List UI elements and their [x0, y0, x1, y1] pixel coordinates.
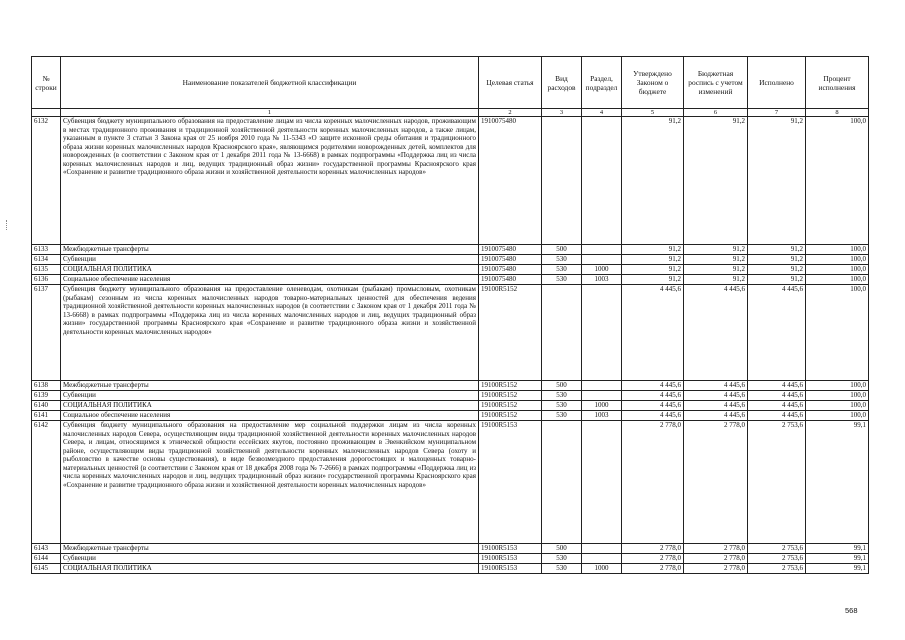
row-done: 4 445,6 [748, 411, 806, 421]
row-percent: 100,0 [806, 117, 869, 245]
row-approved: 2 778,0 [622, 564, 684, 574]
row-expense-kind: 500 [542, 544, 582, 554]
header-section: Раздел, подраздел [582, 57, 622, 109]
row-expense-kind [542, 285, 582, 381]
table-row [32, 285, 869, 381]
row-done: 2 753,6 [748, 564, 806, 574]
row-number: 6138 [32, 381, 61, 391]
row-done: 4 445,6 [748, 381, 806, 391]
row-section [582, 391, 622, 401]
row-section [582, 554, 622, 564]
page-number: 568 [845, 606, 858, 615]
row-name: Субвенция бюджету муниципального образования на предоставление лицам из числа коренных малочисленных народов, проживающим в местах традиционного проживания и традиционной хозяйственной деятельности коренных малочисленных народов, а также лицам, указанным в пункте 3 статьи 3 Закона края от 25 ноября 2010 года № 11-5343 «О защите исконной среды обитания и традиционного образа жизни коренных малочисленных народов Красноярского края», являющимся родителями новорожденных детей, комплектов для новорожденных (в соответствии с Законом края от 1 декабря 2011 года № 13-6668) в рамках подпрограммы «Поддержка лиц из числа коренных малочисленных народов и лиц, ведущих традиционный образ жизни» государственной программы Красноярского края «Сохранение и развитие традиционного образа жизни и хозяйственной деятельности коренных малочисленных народов» [61, 117, 479, 245]
row-target-article: 19100R5153 [479, 554, 542, 564]
table-row [32, 255, 869, 265]
row-approved: 4 445,6 [622, 285, 684, 381]
row-expense-kind: 500 [542, 381, 582, 391]
row-section [582, 285, 622, 381]
row-approved: 2 778,0 [622, 421, 684, 544]
row-target-article: 19100R5152 [479, 285, 542, 381]
row-percent: 100,0 [806, 401, 869, 411]
header-row [32, 57, 869, 109]
table-row [32, 245, 869, 255]
row-name: Субвенция бюджету муниципального образования на предоставление оленеводам, охотникам (рыбакам) промысловым, охотникам (рыбакам) сезонным из числа коренных малочисленных народов товарно-материальных ценностей для обеспечения ведения традиционной хозяйственной деятельности коренных малочисленных народов (в соответствии с Законом края от 1 декабря 2011 года № 13-6668) в рамках подпрограммы «Поддержка лиц из числа коренных малочисленных народов и лиц, ведущих традиционный образ жизни» государственной программы Красноярского края «Сохранение и развитие традиционного образа жизни и хозяйственной деятельности коренных малочисленных народов» [61, 285, 479, 381]
row-budget: 4 445,6 [684, 401, 748, 411]
row-budget: 91,2 [684, 275, 748, 285]
row-name: СОЦИАЛЬНАЯ ПОЛИТИКА [61, 265, 479, 275]
row-percent: 100,0 [806, 255, 869, 265]
row-section: 1000 [582, 265, 622, 275]
row-budget: 2 778,0 [684, 564, 748, 574]
header-target: Целевая статья [479, 57, 542, 109]
row-number: 6144 [32, 554, 61, 564]
row-target-article: 1910075480 [479, 265, 542, 275]
column-number: 2 [479, 109, 542, 117]
row-expense-kind: 530 [542, 265, 582, 275]
table-row [32, 391, 869, 401]
column-number: 3 [542, 109, 582, 117]
row-target-article: 19100R5152 [479, 401, 542, 411]
header-approved: Утверждено Законом о бюджете [622, 57, 684, 109]
row-approved: 91,2 [622, 275, 684, 285]
column-number: 8 [806, 109, 869, 117]
table-row [32, 381, 869, 391]
row-done: 4 445,6 [748, 391, 806, 401]
row-section [582, 255, 622, 265]
row-section [582, 117, 622, 245]
row-number: 6139 [32, 391, 61, 401]
column-number: 4 [582, 109, 622, 117]
row-number: 6135 [32, 265, 61, 275]
row-number: 6141 [32, 411, 61, 421]
row-name: Социальное обеспечение населения [61, 275, 479, 285]
row-target-article: 1910075480 [479, 275, 542, 285]
table-row [32, 564, 869, 574]
row-expense-kind [542, 421, 582, 544]
row-approved: 91,2 [622, 117, 684, 245]
row-budget: 91,2 [684, 245, 748, 255]
header-kind: Вид расходов [542, 57, 582, 109]
margin-mark [6, 220, 8, 230]
row-name: Межбюджетные трансферты [61, 245, 479, 255]
row-target-article: 19100R5152 [479, 411, 542, 421]
table-row [32, 421, 869, 544]
table-row [32, 544, 869, 554]
row-budget: 2 778,0 [684, 554, 748, 564]
row-done: 91,2 [748, 265, 806, 275]
row-number: 6140 [32, 401, 61, 411]
row-number: 6134 [32, 255, 61, 265]
row-percent: 100,0 [806, 411, 869, 421]
column-number: 6 [684, 109, 748, 117]
row-expense-kind: 530 [542, 564, 582, 574]
row-name: Социальное обеспечение населения [61, 411, 479, 421]
table-row [32, 275, 869, 285]
row-percent: 99,1 [806, 421, 869, 544]
row-expense-kind: 530 [542, 275, 582, 285]
header-percent: Процент исполнения [806, 57, 869, 109]
row-approved: 91,2 [622, 245, 684, 255]
row-expense-kind: 530 [542, 411, 582, 421]
header-row-number: № строки [32, 57, 61, 109]
row-section [582, 544, 622, 554]
row-budget: 4 445,6 [684, 381, 748, 391]
header-name: Наименование показателей бюджетной классификации [61, 57, 479, 109]
row-expense-kind: 530 [542, 401, 582, 411]
header-budget: Бюджетная роспись с учетом изменений [684, 57, 748, 109]
row-target-article: 1910075480 [479, 255, 542, 265]
table-row [32, 401, 869, 411]
row-percent: 100,0 [806, 265, 869, 275]
row-section: 1003 [582, 411, 622, 421]
row-percent: 100,0 [806, 381, 869, 391]
row-target-article: 19100R5153 [479, 564, 542, 574]
row-target-article: 19100R5152 [479, 391, 542, 401]
row-name: СОЦИАЛЬНАЯ ПОЛИТИКА [61, 564, 479, 574]
row-approved: 91,2 [622, 265, 684, 275]
row-expense-kind: 530 [542, 391, 582, 401]
row-target-article: 19100R5153 [479, 421, 542, 544]
row-number: 6136 [32, 275, 61, 285]
column-number: 5 [622, 109, 684, 117]
row-name: Субвенции [61, 255, 479, 265]
row-budget: 4 445,6 [684, 411, 748, 421]
row-section [582, 381, 622, 391]
row-budget: 4 445,6 [684, 391, 748, 401]
row-percent: 99,1 [806, 544, 869, 554]
row-done: 91,2 [748, 117, 806, 245]
budget-table [31, 56, 869, 574]
row-done: 91,2 [748, 255, 806, 265]
row-done: 4 445,6 [748, 401, 806, 411]
row-budget: 4 445,6 [684, 285, 748, 381]
row-section: 1003 [582, 275, 622, 285]
row-section: 1000 [582, 401, 622, 411]
row-expense-kind: 530 [542, 255, 582, 265]
row-percent: 100,0 [806, 285, 869, 381]
column-number-blank [32, 109, 61, 117]
row-budget: 2 778,0 [684, 421, 748, 544]
row-done: 91,2 [748, 275, 806, 285]
row-percent: 100,0 [806, 391, 869, 401]
row-percent: 100,0 [806, 275, 869, 285]
table-body [32, 117, 869, 574]
row-number: 6142 [32, 421, 61, 544]
row-name: Субвенции [61, 554, 479, 564]
table-row [32, 265, 869, 275]
row-number: 6132 [32, 117, 61, 245]
row-approved: 4 445,6 [622, 411, 684, 421]
row-number: 6137 [32, 285, 61, 381]
row-percent: 99,1 [806, 564, 869, 574]
row-approved: 2 778,0 [622, 544, 684, 554]
row-budget: 91,2 [684, 117, 748, 245]
row-approved: 4 445,6 [622, 391, 684, 401]
column-number: 7 [748, 109, 806, 117]
table-row [32, 554, 869, 564]
row-budget: 2 778,0 [684, 544, 748, 554]
row-budget: 91,2 [684, 255, 748, 265]
row-target-article: 19100R5152 [479, 381, 542, 391]
row-expense-kind: 500 [542, 245, 582, 255]
row-number: 6145 [32, 564, 61, 574]
row-section [582, 245, 622, 255]
row-name: Межбюджетные трансферты [61, 381, 479, 391]
row-done: 2 753,6 [748, 554, 806, 564]
row-budget: 91,2 [684, 265, 748, 275]
row-percent: 100,0 [806, 245, 869, 255]
column-number-row [32, 109, 869, 117]
column-number: 1 [61, 109, 479, 117]
row-expense-kind [542, 117, 582, 245]
row-expense-kind: 530 [542, 554, 582, 564]
row-target-article: 1910075480 [479, 117, 542, 245]
header-done: Исполнено [748, 57, 806, 109]
row-approved: 2 778,0 [622, 554, 684, 564]
row-number: 6143 [32, 544, 61, 554]
row-section: 1000 [582, 564, 622, 574]
row-done: 91,2 [748, 245, 806, 255]
row-approved: 4 445,6 [622, 401, 684, 411]
row-name: СОЦИАЛЬНАЯ ПОЛИТИКА [61, 401, 479, 411]
row-target-article: 1910075480 [479, 245, 542, 255]
row-percent: 99,1 [806, 554, 869, 564]
table-row [32, 411, 869, 421]
row-approved: 91,2 [622, 255, 684, 265]
row-name: Субвенции [61, 391, 479, 401]
row-approved: 4 445,6 [622, 381, 684, 391]
row-section [582, 421, 622, 544]
row-number: 6133 [32, 245, 61, 255]
row-done: 2 753,6 [748, 544, 806, 554]
row-name: Субвенция бюджету муниципального образования на предоставление мер социальной поддержки лицам из числа коренных малочисленных народов Севера, осуществляющим виды традиционной хозяйственной деятельности коренных малочисленных народов Севера, и лицам, относящимся к этнической общности ессейских якутов, постоянно проживающим в Эвенкийском муниципальном районе, осуществляющим виды традиционной хозяйственной деятельности коренных малочисленных народов Севера (охоту и рыболовство в качестве основы существования), в виде безвозмездного предоставления дорогостоящих и малоценных товарно-материальных ценностей (в соответствии с Законом края от 18 декабря 2008 года № 7-2666) в рамках подпрограммы «Поддержка лиц из числа коренных малочисленных народов и лиц, ведущих традиционный образ жизни» государственной программы Красноярского края «Сохранение и развитие традиционного образа жизни и хозяйственной деятельности коренных малочисленных народов» [61, 421, 479, 544]
row-name: Межбюджетные трансферты [61, 544, 479, 554]
row-target-article: 19100R5153 [479, 544, 542, 554]
row-done: 4 445,6 [748, 285, 806, 381]
row-done: 2 753,6 [748, 421, 806, 544]
table-row [32, 117, 869, 245]
